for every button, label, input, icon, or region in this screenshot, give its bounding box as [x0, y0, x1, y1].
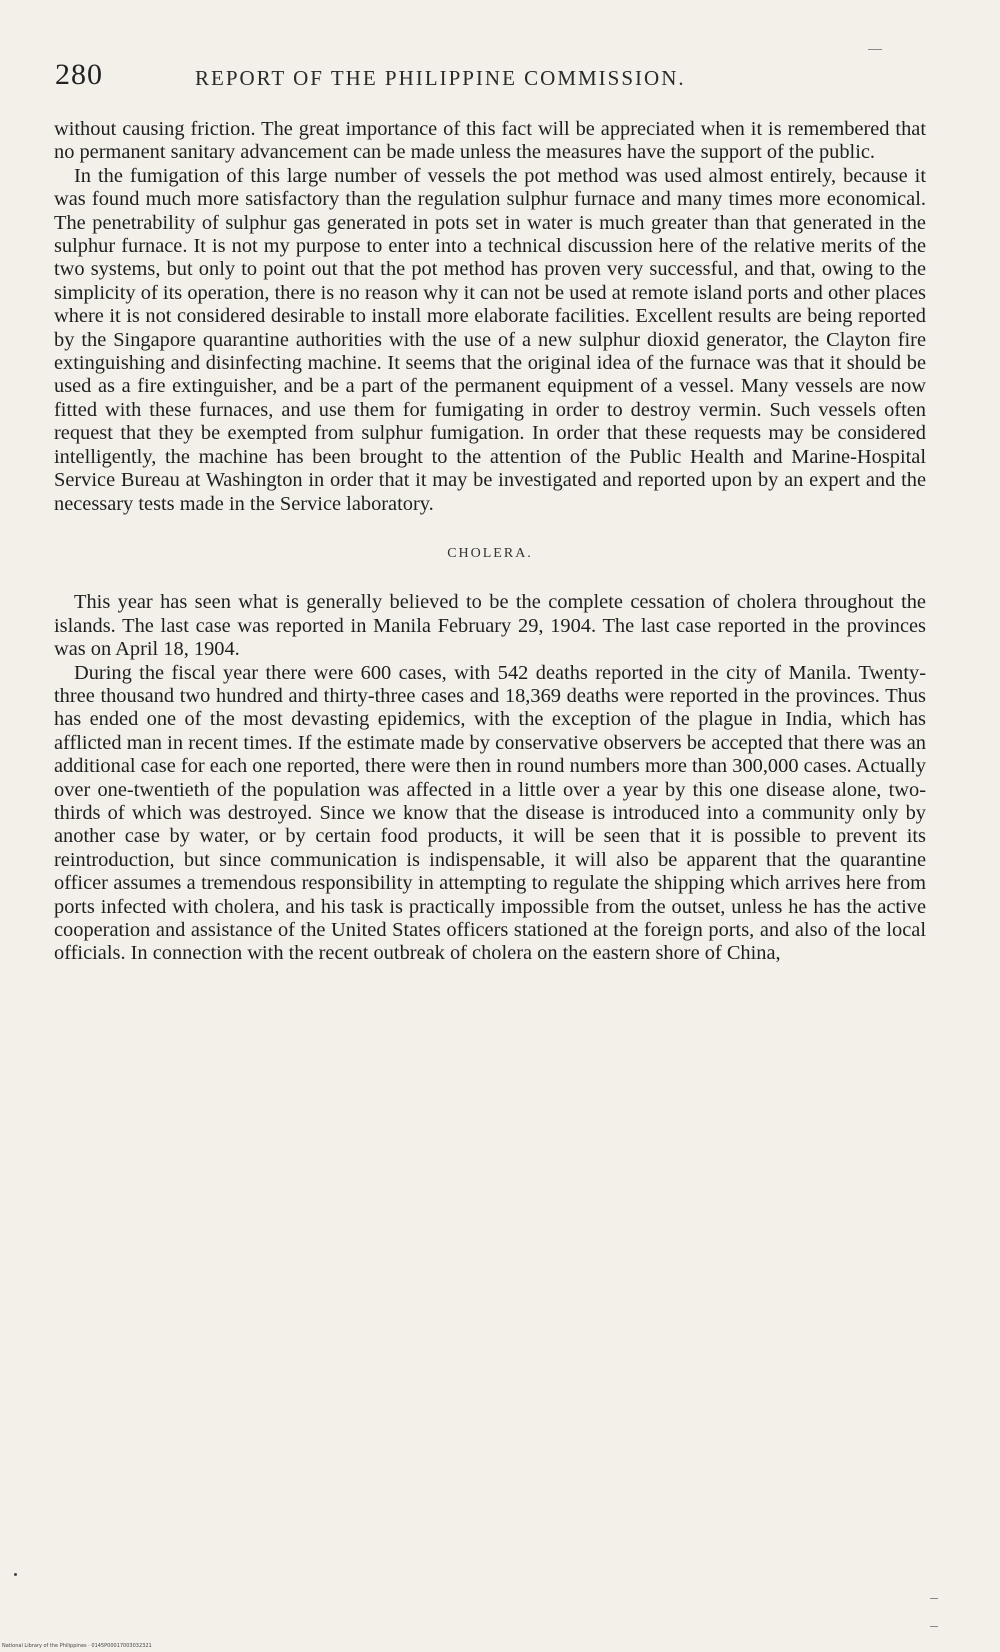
page-number: 280: [55, 58, 103, 91]
paragraph: This year has seen what is generally believed to be the complete cessation of cholera throughout the islands. The last case was reported in Manila February 29, 1904. The last case reported in the provinces was on April 18, 1904.: [54, 591, 926, 661]
scan-mark: [930, 1626, 938, 1627]
body-text: [54, 118, 926, 966]
running-head: REPORT OF THE PHILIPPINE COMMISSION.: [195, 66, 686, 90]
scan-mark: [930, 1598, 938, 1599]
page-header: [55, 58, 935, 98]
paragraph: In the fumigation of this large number of vessels the pot method was used almost entirely, because it was found much more satisfactory than the regulation sulphur furnace and many times more economical. The penetrability of sulphur gas generated in pots set in water is much greater than that generated in the sulphur furnace. It is not my purpose to enter into a technical discussion here of the relative merits of the two systems, but only to point out that the pot method has proven very successful, and that, owing to the simplicity of its operation, there is no reason why it can not be used at remote island ports and other places where it is not considered desirable to install more elaborate facilities. Excellent results are being reported by the Singapore quarantine authorities with the use of a new sulphur dioxid generator, the Clayton fire extinguishing and disinfecting machine. It seems that the original idea of the furnace was that it should be used as a fire extinguisher, and be a part of the permanent equipment of a vessel. Many vessels are now fitted with these furnaces, and use them for fumigating in order to destroy vermin. Such vessels often request that they be exempted from sulphur fumigation. In order that these requests may be considered intelligently, the machine has been brought to the attention of the Public Health and Marine-Hospital Service Bureau at Washington in order that it may be investigated and reported upon by an expert and the necessary tests made in the Service laboratory.: [54, 164, 926, 515]
scan-footer: National Library of the Philippines · 0145P00017003032321: [2, 1643, 152, 1649]
section-heading: CHOLERA.: [447, 545, 533, 561]
paragraph: During the fiscal year there were 600 cases, with 542 deaths reported in the city of Manila. Twenty-three thousand two hundred and thirty-three cases and 18,369 deaths were reported in the provinces. Thus has ended one of the most devasting epidemics, with the exception of the plague in India, which has afflicted man in recent times. If the estimate made by conservative observers be accepted that there was an additional case for each one reported, there were then in round numbers more than 300,000 cases. Actually over one-twentieth of the population was affected in a little over a year by this one disease alone, two-thirds of which was destroyed. Since we know that the disease is introduced into a community only by another case by water, or by certain food products, it will be seen that it is possible to prevent its reintroduction, but since communication is indispensable, it will also be apparent that the quarantine officer assumes a tremendous responsibility in attempting to regulate the shipping which arrives here from ports infected with cholera, and his task is practically impossible from the outset, unless he has the active cooperation and assistance of the United States officers stationed at the foreign ports, and also of the local officials. In connection with the recent outbreak of cholera on the eastern shore of China,: [54, 661, 926, 965]
scan-mark: [868, 49, 882, 50]
paragraph: without causing friction. The great importance of this fact will be appreciated when it is remembered that no permanent sanitary advancement can be made unless the measures have the support of the public.: [54, 118, 926, 164]
scan-speck: [14, 1573, 17, 1576]
